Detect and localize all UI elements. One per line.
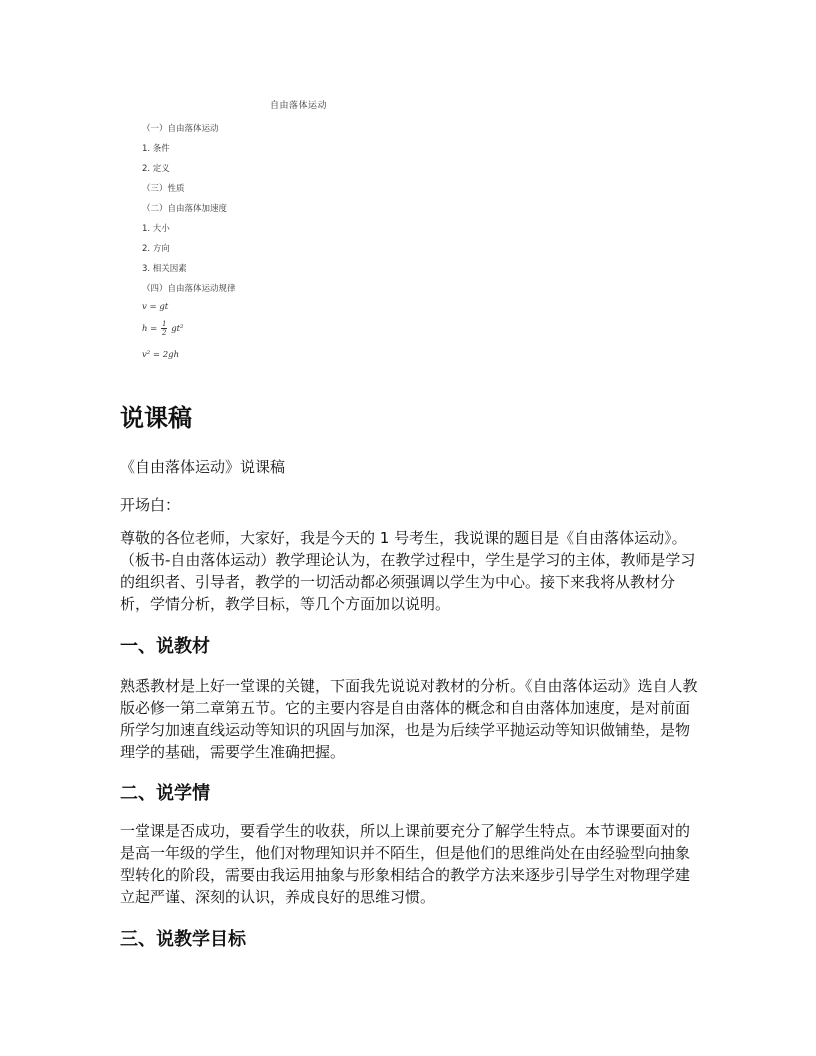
board-line: （二）自由落体加速度 [142,204,228,214]
section-heading-objectives: 三、说教学目标 [120,929,246,950]
section-heading-textbook: 一、说教材 [120,636,210,657]
fraction [161,320,167,337]
section-paragraph-textbook: 熟悉教材是上好一堂课的关键，下面我先说说对教材的分析。《自由落体运动》选自人教版必修一第二章第五节。它的主要内容是自由落体的概念和自由落体加速度，是对前面所学匀加速直线运动等知识的巩固与加深，也是为后续学平抛运动等知识做铺垫，是物理学的基础，需要学生准确把握。 [120,677,698,761]
board-line: 1. 条件 [142,144,170,154]
formula-velocity: v = gt [142,302,169,312]
board-line: 2. 方向 [142,244,170,254]
fraction-denominator: 2 [162,329,167,337]
formula-displacement [142,320,183,337]
opening-paragraph: 尊敬的各位老师，大家好，我是今天的 1 号考生，我说课的题目是《自由落体运动》。（板书-自由落体运动）教学理论认为，在教学过程中，学生是学习的主体，教师是学习的组织者、引导者，教学的一切活动都必须强调以学生为中心。接下来我将从教材分析，学情分析，教学目标，等几个方面加以说明。 [120,529,696,613]
page-title: 说课稿 [120,404,192,432]
formula-lhs: h = [142,324,158,334]
board-line: 3. 相关因素 [142,264,187,274]
section-paragraph-students: 一堂课是否成功，要看学生的收获，所以上课前要充分了解学生特点。本节课要面对的是高一年级的学生，他们对物理知识并不陌生，但是他们的思维尚处在由经验型向抽象型转化的阶段，需要由我运用抽象与形象相结合的教学方法来逐步引导学生对物理学建立起严谨、深刻的认识，养成良好的思维习惯。 [120,822,691,906]
board-title: 自由落体运动 [270,101,328,111]
fraction-numerator: 1 [162,320,167,328]
opening-label: 开场白： [120,496,181,514]
board-line: （一）自由落体运动 [142,124,219,134]
board-line: （四）自由落体运动规律 [142,284,236,294]
section-heading-students: 二、说学情 [120,783,210,804]
board-line: 1. 大小 [142,224,170,234]
formula-rhs: gt² [171,324,184,334]
formula-velocity-squared: v² = 2gh [142,350,180,360]
board-line: 2. 定义 [142,164,170,174]
document-subtitle: 《自由落体运动》说课稿 [120,458,286,476]
board-line: （三）性质 [142,184,185,194]
board-outline-image [138,98,398,368]
